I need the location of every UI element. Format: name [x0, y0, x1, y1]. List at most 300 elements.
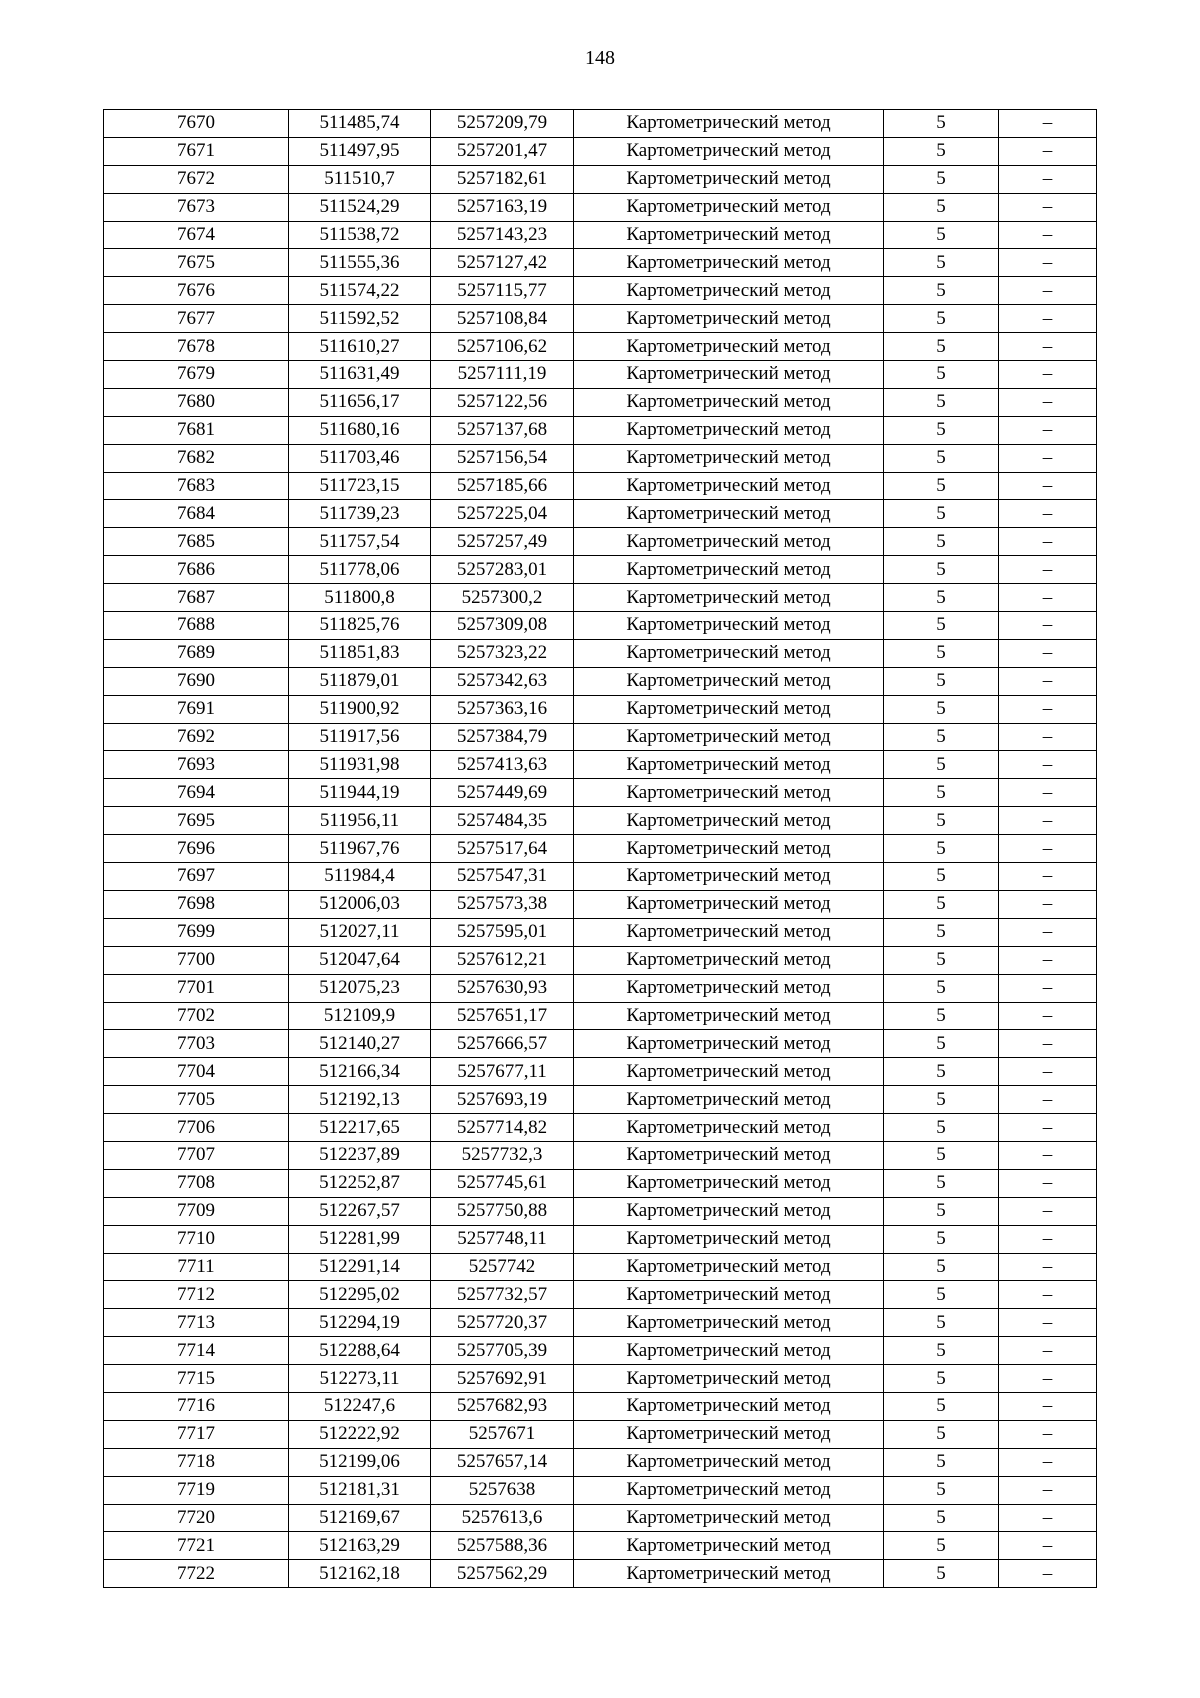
y-coordinate-cell: 5257122,56: [431, 388, 574, 416]
accuracy-cell: 5: [884, 612, 999, 640]
method-cell: Картометрический метод: [574, 1141, 884, 1169]
note-cell: –: [999, 361, 1097, 389]
accuracy-cell: 5: [884, 472, 999, 500]
accuracy-cell: 5: [884, 1281, 999, 1309]
point-number-cell: 7715: [104, 1365, 289, 1393]
y-coordinate-cell: 5257651,17: [431, 1002, 574, 1030]
x-coordinate-cell: 511703,46: [289, 444, 431, 472]
table-row: [104, 1030, 1097, 1058]
accuracy-cell: 5: [884, 807, 999, 835]
table-row: [104, 528, 1097, 556]
accuracy-cell: 5: [884, 333, 999, 361]
x-coordinate-cell: 512047,64: [289, 946, 431, 974]
note-cell: –: [999, 444, 1097, 472]
accuracy-cell: 5: [884, 946, 999, 974]
method-cell: Картометрический метод: [574, 1197, 884, 1225]
accuracy-cell: 5: [884, 863, 999, 891]
note-cell: –: [999, 1337, 1097, 1365]
table-row: [104, 416, 1097, 444]
note-cell: –: [999, 1030, 1097, 1058]
method-cell: Картометрический метод: [574, 974, 884, 1002]
note-cell: –: [999, 639, 1097, 667]
y-coordinate-cell: 5257748,11: [431, 1225, 574, 1253]
y-coordinate-cell: 5257547,31: [431, 863, 574, 891]
y-coordinate-cell: 5257484,35: [431, 807, 574, 835]
table-row: [104, 1365, 1097, 1393]
y-coordinate-cell: 5257682,93: [431, 1392, 574, 1420]
table-row: [104, 639, 1097, 667]
method-cell: Картометрический метод: [574, 1169, 884, 1197]
note-cell: –: [999, 221, 1097, 249]
x-coordinate-cell: 512295,02: [289, 1281, 431, 1309]
note-cell: –: [999, 946, 1097, 974]
x-coordinate-cell: 512027,11: [289, 918, 431, 946]
x-coordinate-cell: 512163,29: [289, 1532, 431, 1560]
note-cell: –: [999, 1532, 1097, 1560]
method-cell: Картометрический метод: [574, 890, 884, 918]
y-coordinate-cell: 5257732,3: [431, 1141, 574, 1169]
table-row: [104, 835, 1097, 863]
point-number-cell: 7678: [104, 333, 289, 361]
method-cell: Картометрический метод: [574, 1560, 884, 1588]
y-coordinate-cell: 5257323,22: [431, 639, 574, 667]
method-cell: Картометрический метод: [574, 277, 884, 305]
point-number-cell: 7697: [104, 863, 289, 891]
x-coordinate-cell: 512181,31: [289, 1476, 431, 1504]
x-coordinate-cell: 511851,83: [289, 639, 431, 667]
accuracy-cell: 5: [884, 1532, 999, 1560]
x-coordinate-cell: 512252,87: [289, 1169, 431, 1197]
point-number-cell: 7688: [104, 612, 289, 640]
y-coordinate-cell: 5257163,19: [431, 193, 574, 221]
note-cell: –: [999, 1114, 1097, 1142]
x-coordinate-cell: 511574,22: [289, 277, 431, 305]
table-row: [104, 1392, 1097, 1420]
table-row: [104, 1560, 1097, 1588]
table-row: [104, 1114, 1097, 1142]
y-coordinate-cell: 5257517,64: [431, 835, 574, 863]
table-row: [104, 890, 1097, 918]
method-cell: Картометрический метод: [574, 863, 884, 891]
x-coordinate-cell: 511967,76: [289, 835, 431, 863]
point-number-cell: 7708: [104, 1169, 289, 1197]
y-coordinate-cell: 5257300,2: [431, 584, 574, 612]
y-coordinate-cell: 5257225,04: [431, 500, 574, 528]
accuracy-cell: 5: [884, 918, 999, 946]
table-row: [104, 137, 1097, 165]
y-coordinate-cell: 5257562,29: [431, 1560, 574, 1588]
method-cell: Картометрический метод: [574, 165, 884, 193]
method-cell: Картометрический метод: [574, 1392, 884, 1420]
point-number-cell: 7677: [104, 305, 289, 333]
x-coordinate-cell: 512247,6: [289, 1392, 431, 1420]
note-cell: –: [999, 305, 1097, 333]
y-coordinate-cell: 5257115,77: [431, 277, 574, 305]
method-cell: Картометрический метод: [574, 779, 884, 807]
x-coordinate-cell: 511555,36: [289, 249, 431, 277]
x-coordinate-cell: 511631,49: [289, 361, 431, 389]
method-cell: Картометрический метод: [574, 556, 884, 584]
point-number-cell: 7671: [104, 137, 289, 165]
note-cell: –: [999, 1253, 1097, 1281]
accuracy-cell: 5: [884, 528, 999, 556]
accuracy-cell: 5: [884, 1197, 999, 1225]
method-cell: Картометрический метод: [574, 305, 884, 333]
accuracy-cell: 5: [884, 1086, 999, 1114]
point-number-cell: 7676: [104, 277, 289, 305]
point-number-cell: 7682: [104, 444, 289, 472]
accuracy-cell: 5: [884, 1365, 999, 1393]
y-coordinate-cell: 5257750,88: [431, 1197, 574, 1225]
x-coordinate-cell: 511656,17: [289, 388, 431, 416]
method-cell: Картометрический метод: [574, 612, 884, 640]
coordinates-table-body: [104, 110, 1097, 1588]
x-coordinate-cell: 511944,19: [289, 779, 431, 807]
table-row: [104, 388, 1097, 416]
accuracy-cell: 5: [884, 835, 999, 863]
table-row: [104, 1476, 1097, 1504]
y-coordinate-cell: 5257111,19: [431, 361, 574, 389]
x-coordinate-cell: 512217,65: [289, 1114, 431, 1142]
x-coordinate-cell: 511739,23: [289, 500, 431, 528]
accuracy-cell: 5: [884, 639, 999, 667]
accuracy-cell: 5: [884, 1560, 999, 1588]
table-row: [104, 333, 1097, 361]
accuracy-cell: 5: [884, 556, 999, 584]
x-coordinate-cell: 511723,15: [289, 472, 431, 500]
x-coordinate-cell: 512166,34: [289, 1058, 431, 1086]
method-cell: Картометрический метод: [574, 1281, 884, 1309]
x-coordinate-cell: 511879,01: [289, 667, 431, 695]
table-row: [104, 305, 1097, 333]
y-coordinate-cell: 5257657,14: [431, 1448, 574, 1476]
note-cell: –: [999, 333, 1097, 361]
accuracy-cell: 5: [884, 1420, 999, 1448]
method-cell: Картометрический метод: [574, 1532, 884, 1560]
method-cell: Картометрический метод: [574, 193, 884, 221]
y-coordinate-cell: 5257106,62: [431, 333, 574, 361]
y-coordinate-cell: 5257201,47: [431, 137, 574, 165]
accuracy-cell: 5: [884, 695, 999, 723]
note-cell: –: [999, 1309, 1097, 1337]
table-row: [104, 193, 1097, 221]
table-row: [104, 500, 1097, 528]
point-number-cell: 7710: [104, 1225, 289, 1253]
method-cell: Картометрический метод: [574, 1002, 884, 1030]
note-cell: –: [999, 1420, 1097, 1448]
point-number-cell: 7711: [104, 1253, 289, 1281]
x-coordinate-cell: 512273,11: [289, 1365, 431, 1393]
accuracy-cell: 5: [884, 1337, 999, 1365]
note-cell: –: [999, 695, 1097, 723]
note-cell: –: [999, 890, 1097, 918]
accuracy-cell: 5: [884, 890, 999, 918]
note-cell: –: [999, 835, 1097, 863]
table-row: [104, 1309, 1097, 1337]
point-number-cell: 7679: [104, 361, 289, 389]
y-coordinate-cell: 5257613,6: [431, 1504, 574, 1532]
y-coordinate-cell: 5257692,91: [431, 1365, 574, 1393]
y-coordinate-cell: 5257449,69: [431, 779, 574, 807]
x-coordinate-cell: 512169,67: [289, 1504, 431, 1532]
table-row: [104, 1420, 1097, 1448]
accuracy-cell: 5: [884, 305, 999, 333]
y-coordinate-cell: 5257595,01: [431, 918, 574, 946]
y-coordinate-cell: 5257677,11: [431, 1058, 574, 1086]
accuracy-cell: 5: [884, 1114, 999, 1142]
accuracy-cell: 5: [884, 1030, 999, 1058]
accuracy-cell: 5: [884, 974, 999, 1002]
method-cell: Картометрический метод: [574, 584, 884, 612]
accuracy-cell: 5: [884, 1476, 999, 1504]
point-number-cell: 7713: [104, 1309, 289, 1337]
y-coordinate-cell: 5257182,61: [431, 165, 574, 193]
table-row: [104, 918, 1097, 946]
method-cell: Картометрический метод: [574, 1030, 884, 1058]
note-cell: –: [999, 1002, 1097, 1030]
y-coordinate-cell: 5257209,79: [431, 110, 574, 138]
note-cell: –: [999, 416, 1097, 444]
accuracy-cell: 5: [884, 221, 999, 249]
accuracy-cell: 5: [884, 1141, 999, 1169]
point-number-cell: 7702: [104, 1002, 289, 1030]
table-row: [104, 277, 1097, 305]
method-cell: Картометрический метод: [574, 1448, 884, 1476]
point-number-cell: 7716: [104, 1392, 289, 1420]
accuracy-cell: 5: [884, 277, 999, 305]
x-coordinate-cell: 512291,14: [289, 1253, 431, 1281]
note-cell: –: [999, 556, 1097, 584]
accuracy-cell: 5: [884, 193, 999, 221]
method-cell: Картометрический метод: [574, 137, 884, 165]
y-coordinate-cell: 5257671: [431, 1420, 574, 1448]
accuracy-cell: 5: [884, 779, 999, 807]
note-cell: –: [999, 249, 1097, 277]
accuracy-cell: 5: [884, 137, 999, 165]
note-cell: –: [999, 1058, 1097, 1086]
x-coordinate-cell: 511592,52: [289, 305, 431, 333]
note-cell: –: [999, 1365, 1097, 1393]
note-cell: –: [999, 277, 1097, 305]
y-coordinate-cell: 5257720,37: [431, 1309, 574, 1337]
note-cell: –: [999, 1197, 1097, 1225]
note-cell: –: [999, 723, 1097, 751]
point-number-cell: 7672: [104, 165, 289, 193]
note-cell: –: [999, 500, 1097, 528]
table-row: [104, 1086, 1097, 1114]
point-number-cell: 7683: [104, 472, 289, 500]
note-cell: –: [999, 388, 1097, 416]
table-row: [104, 1002, 1097, 1030]
method-cell: Картометрический метод: [574, 1420, 884, 1448]
accuracy-cell: 5: [884, 1309, 999, 1337]
y-coordinate-cell: 5257742: [431, 1253, 574, 1281]
method-cell: Картометрический метод: [574, 500, 884, 528]
table-row: [104, 807, 1097, 835]
note-cell: –: [999, 612, 1097, 640]
accuracy-cell: 5: [884, 416, 999, 444]
table-row: [104, 1197, 1097, 1225]
table-row: [104, 612, 1097, 640]
method-cell: Картометрический метод: [574, 1225, 884, 1253]
table-row: [104, 1225, 1097, 1253]
page-number: 148: [585, 47, 615, 69]
accuracy-cell: 5: [884, 165, 999, 193]
table-row: [104, 974, 1097, 1002]
accuracy-cell: 5: [884, 388, 999, 416]
point-number-cell: 7703: [104, 1030, 289, 1058]
x-coordinate-cell: 511757,54: [289, 528, 431, 556]
x-coordinate-cell: 512237,89: [289, 1141, 431, 1169]
coordinates-table: [103, 109, 1097, 1588]
method-cell: Картометрический метод: [574, 388, 884, 416]
accuracy-cell: 5: [884, 667, 999, 695]
point-number-cell: 7675: [104, 249, 289, 277]
x-coordinate-cell: 511510,7: [289, 165, 431, 193]
y-coordinate-cell: 5257143,23: [431, 221, 574, 249]
note-cell: –: [999, 1476, 1097, 1504]
point-number-cell: 7717: [104, 1420, 289, 1448]
x-coordinate-cell: 511825,76: [289, 612, 431, 640]
point-number-cell: 7706: [104, 1114, 289, 1142]
x-coordinate-cell: 512267,57: [289, 1197, 431, 1225]
x-coordinate-cell: 512288,64: [289, 1337, 431, 1365]
note-cell: –: [999, 1141, 1097, 1169]
point-number-cell: 7721: [104, 1532, 289, 1560]
point-number-cell: 7674: [104, 221, 289, 249]
method-cell: Картометрический метод: [574, 918, 884, 946]
note-cell: –: [999, 472, 1097, 500]
x-coordinate-cell: 512222,92: [289, 1420, 431, 1448]
accuracy-cell: 5: [884, 361, 999, 389]
method-cell: Картометрический метод: [574, 1476, 884, 1504]
point-number-cell: 7680: [104, 388, 289, 416]
note-cell: –: [999, 1169, 1097, 1197]
table-row: [104, 556, 1097, 584]
table-row: [104, 1253, 1097, 1281]
point-number-cell: 7693: [104, 751, 289, 779]
x-coordinate-cell: 511524,29: [289, 193, 431, 221]
x-coordinate-cell: 511956,11: [289, 807, 431, 835]
method-cell: Картометрический метод: [574, 1365, 884, 1393]
x-coordinate-cell: 512192,13: [289, 1086, 431, 1114]
point-number-cell: 7694: [104, 779, 289, 807]
point-number-cell: 7698: [104, 890, 289, 918]
note-cell: –: [999, 110, 1097, 138]
point-number-cell: 7705: [104, 1086, 289, 1114]
point-number-cell: 7704: [104, 1058, 289, 1086]
point-number-cell: 7681: [104, 416, 289, 444]
accuracy-cell: 5: [884, 249, 999, 277]
note-cell: –: [999, 193, 1097, 221]
accuracy-cell: 5: [884, 500, 999, 528]
point-number-cell: 7673: [104, 193, 289, 221]
x-coordinate-cell: 511917,56: [289, 723, 431, 751]
table-row: [104, 165, 1097, 193]
method-cell: Картометрический метод: [574, 221, 884, 249]
x-coordinate-cell: 511931,98: [289, 751, 431, 779]
y-coordinate-cell: 5257693,19: [431, 1086, 574, 1114]
method-cell: Картометрический метод: [574, 361, 884, 389]
y-coordinate-cell: 5257612,21: [431, 946, 574, 974]
accuracy-cell: 5: [884, 110, 999, 138]
point-number-cell: 7685: [104, 528, 289, 556]
x-coordinate-cell: 511778,06: [289, 556, 431, 584]
point-number-cell: 7707: [104, 1141, 289, 1169]
accuracy-cell: 5: [884, 1392, 999, 1420]
x-coordinate-cell: 511538,72: [289, 221, 431, 249]
point-number-cell: 7691: [104, 695, 289, 723]
point-number-cell: 7714: [104, 1337, 289, 1365]
point-number-cell: 7695: [104, 807, 289, 835]
table-row: [104, 667, 1097, 695]
note-cell: –: [999, 1504, 1097, 1532]
y-coordinate-cell: 5257666,57: [431, 1030, 574, 1058]
table-row: [104, 361, 1097, 389]
accuracy-cell: 5: [884, 723, 999, 751]
method-cell: Картометрический метод: [574, 333, 884, 361]
y-coordinate-cell: 5257384,79: [431, 723, 574, 751]
x-coordinate-cell: 512006,03: [289, 890, 431, 918]
x-coordinate-cell: 511497,95: [289, 137, 431, 165]
method-cell: Картометрический метод: [574, 1253, 884, 1281]
point-number-cell: 7700: [104, 946, 289, 974]
table-row: [104, 1448, 1097, 1476]
accuracy-cell: 5: [884, 1058, 999, 1086]
method-cell: Картометрический метод: [574, 835, 884, 863]
x-coordinate-cell: 511680,16: [289, 416, 431, 444]
point-number-cell: 7696: [104, 835, 289, 863]
method-cell: Картометрический метод: [574, 639, 884, 667]
y-coordinate-cell: 5257342,63: [431, 667, 574, 695]
point-number-cell: 7719: [104, 1476, 289, 1504]
accuracy-cell: 5: [884, 1504, 999, 1532]
table-row: [104, 946, 1097, 974]
y-coordinate-cell: 5257156,54: [431, 444, 574, 472]
accuracy-cell: 5: [884, 1225, 999, 1253]
y-coordinate-cell: 5257127,42: [431, 249, 574, 277]
note-cell: –: [999, 528, 1097, 556]
accuracy-cell: 5: [884, 1253, 999, 1281]
table-row: [104, 1337, 1097, 1365]
table-row: [104, 1281, 1097, 1309]
point-number-cell: 7722: [104, 1560, 289, 1588]
accuracy-cell: 5: [884, 444, 999, 472]
method-cell: Картометрический метод: [574, 667, 884, 695]
method-cell: Картометрический метод: [574, 946, 884, 974]
x-coordinate-cell: 512281,99: [289, 1225, 431, 1253]
x-coordinate-cell: 511984,4: [289, 863, 431, 891]
method-cell: Картометрический метод: [574, 444, 884, 472]
x-coordinate-cell: 511800,8: [289, 584, 431, 612]
x-coordinate-cell: 511485,74: [289, 110, 431, 138]
note-cell: –: [999, 1560, 1097, 1588]
table-row: [104, 472, 1097, 500]
accuracy-cell: 5: [884, 1169, 999, 1197]
x-coordinate-cell: 512162,18: [289, 1560, 431, 1588]
note-cell: –: [999, 667, 1097, 695]
note-cell: –: [999, 751, 1097, 779]
method-cell: Картометрический метод: [574, 1337, 884, 1365]
note-cell: –: [999, 584, 1097, 612]
y-coordinate-cell: 5257137,68: [431, 416, 574, 444]
method-cell: Картометрический метод: [574, 416, 884, 444]
accuracy-cell: 5: [884, 584, 999, 612]
point-number-cell: 7712: [104, 1281, 289, 1309]
method-cell: Картометрический метод: [574, 472, 884, 500]
method-cell: Картометрический метод: [574, 807, 884, 835]
method-cell: Картометрический метод: [574, 1114, 884, 1142]
